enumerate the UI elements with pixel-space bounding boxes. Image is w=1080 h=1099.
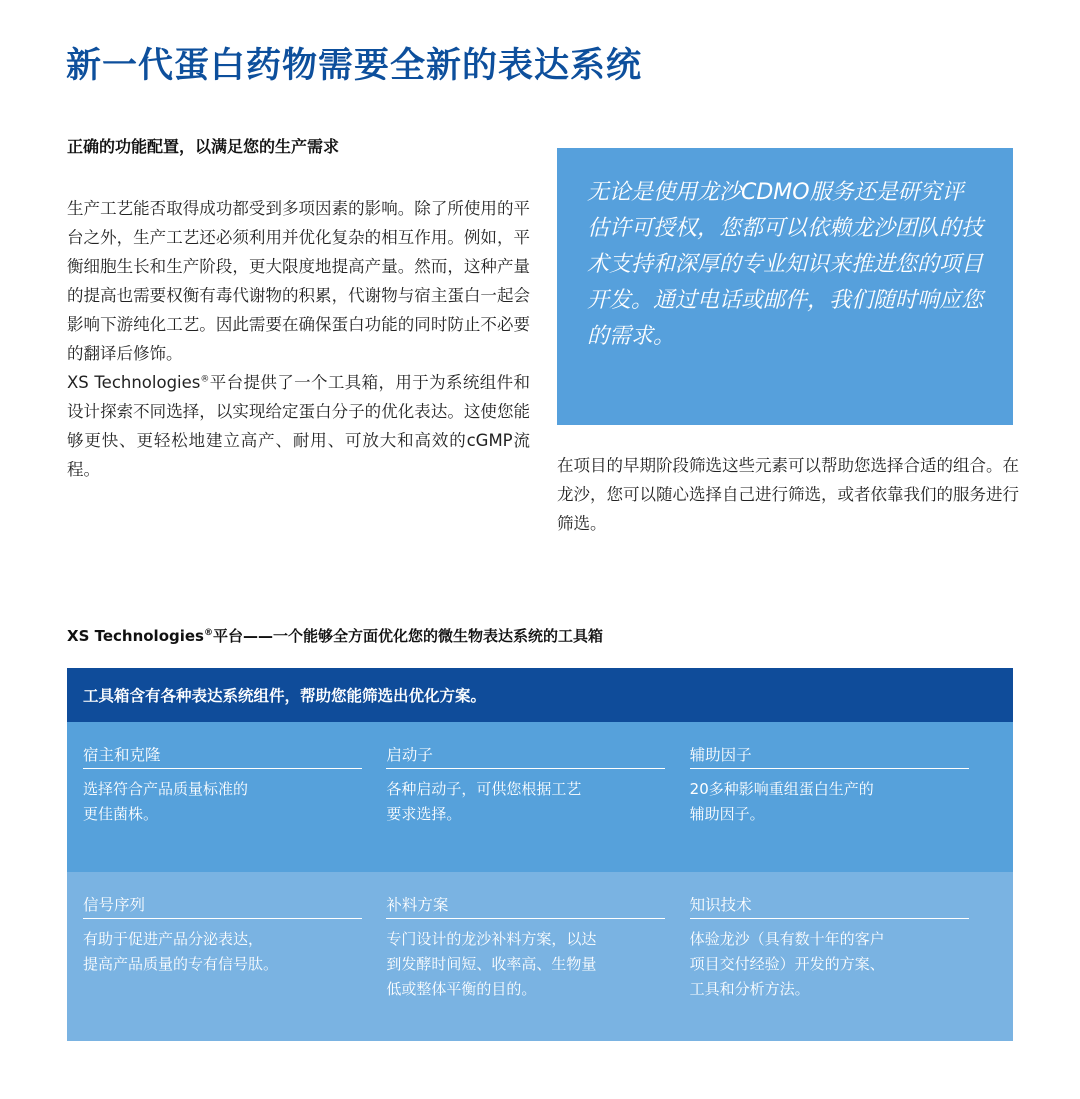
cell-description: 体验龙沙（具有数十年的客户 项目交付经验）开发的方案、 工具和分析方法。: [689, 930, 885, 998]
toolbox-table: [67, 668, 1013, 1041]
toolbox-row: [67, 722, 1013, 872]
cell-description: 专门设计的龙沙补料方案，以达 到发酵时间短、收率高、生物量 低或整体平衡的目的。: [386, 930, 597, 998]
toolbox-cell-knowledge: [690, 872, 993, 1041]
toolbox-registered-mark: ®: [204, 628, 213, 638]
cell-title: 启动子: [386, 743, 665, 769]
cell-title: 辅助因子: [690, 743, 969, 769]
cell-description: 有助于促进产品分泌表达， 提高产品质量的专有信号肽。: [83, 930, 279, 973]
left-column: [67, 134, 530, 484]
toolbox-cell-host: [83, 722, 386, 872]
toolbox-cell-promoter: [386, 722, 689, 872]
toolbox-row: [67, 872, 1013, 1041]
cell-description: 20多种影响重组蛋白生产的 辅助因子。: [689, 780, 874, 823]
cell-title: 宿主和克隆: [83, 743, 362, 769]
page-title: 新一代蛋白药物需要全新的表达系统: [66, 46, 643, 86]
toolbox-heading: [67, 625, 603, 646]
brand-name: XS Technologies: [67, 373, 201, 392]
cell-title: 知识技术: [690, 893, 969, 919]
cell-title: 信号序列: [83, 893, 362, 919]
cell-description: 选择符合产品质量标准的 更佳菌株。: [83, 780, 249, 823]
screening-paragraph: 在项目的早期阶段筛选这些元素可以帮助您选择合适的组合。在龙沙，您可以随心选择自己进行筛选，或者依靠我们的服务进行筛选。: [557, 456, 1019, 533]
cell-title: 补料方案: [386, 893, 665, 919]
quote-text: 无论是使用龙沙CDMO服务还是研究评估许可授权，您都可以依赖龙沙团队的技术支持和深厚的专业知识来推进您的项目开发。通过电话或邮件，我们随时响应您的需求。: [587, 180, 984, 349]
toolbox-heading-brand: XS Technologies: [67, 627, 204, 645]
registered-mark: ®: [200, 374, 210, 385]
quote-box: [557, 148, 1013, 425]
toolbox-heading-text: 平台——一个能够全方面优化您的微生物表达系统的工具箱: [213, 627, 604, 645]
toolbox-header: 工具箱含有各种表达系统组件，帮助您能筛选出优化方案。: [67, 668, 1013, 722]
platform-paragraph-text: 平台提供了一个工具箱，用于为系统组件和设计探索不同选择，以实现给定蛋白分子的优化表达。这使您能够更快、更轻松地建立高产、耐用、可放大和高效的cGMP流程。: [67, 373, 531, 479]
cell-description: 各种启动子，可供您根据工艺 要求选择。: [386, 780, 582, 823]
intro-paragraph: 生产工艺能否取得成功都受到多项因素的影响。除了所使用的平台之外，生产工艺还必须利用并优化复杂的相互作用。例如，平衡细胞生长和生产阶段，更大限度地提高产量。然而，这种产量的提高也需要权衡有毒代谢物的积累，代谢物与宿主蛋白一起会影响下游纯化工艺。因此需要在确保蛋白功能的同时防止不必要的翻译后修饰。: [67, 199, 530, 363]
platform-paragraph: [67, 368, 530, 484]
toolbox-cell-feeding: [386, 872, 689, 1041]
toolbox-cell-signal: [83, 872, 386, 1041]
toolbox-cell-cofactor: [690, 722, 993, 872]
section-heading: 正确的功能配置，以满足您的生产需求: [67, 137, 340, 156]
